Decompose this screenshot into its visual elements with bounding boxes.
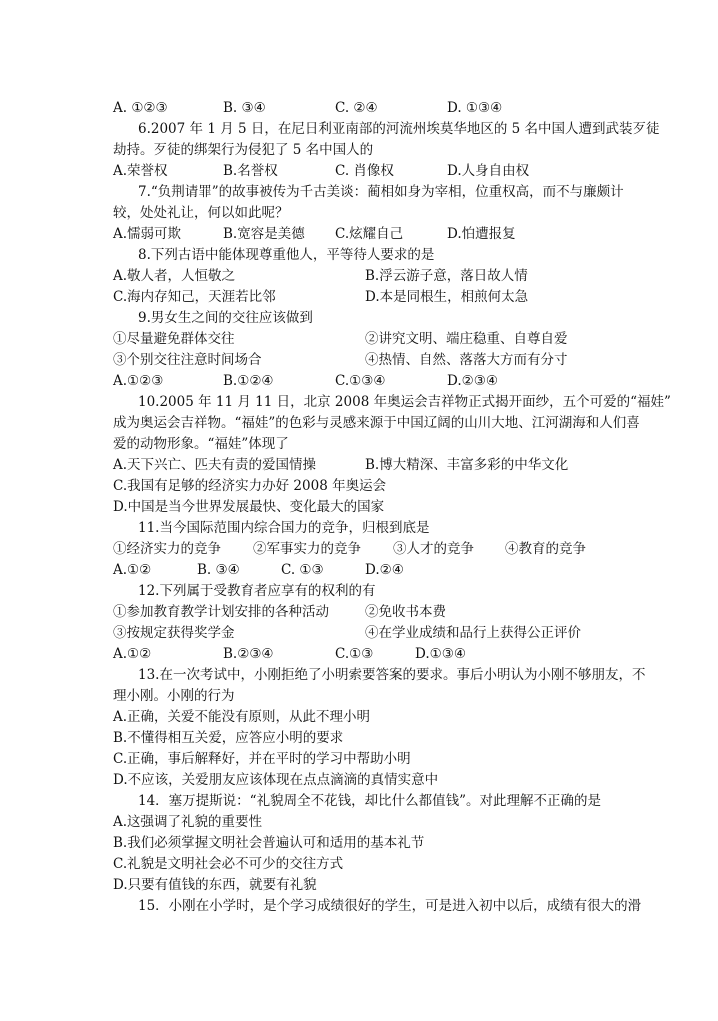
q6-stem-line2: 劫持。歹徒的绑架行为侵犯了 5 名中国人的: [113, 142, 374, 158]
q6-stem-line1: 6.2007 年 1 月 5 日，在尼日利亚南部的河流州埃莫华地区的 5 名中国人遭到武装歹徒: [138, 121, 660, 137]
q7-stem-line2: 较，处处礼让，何以如此呢？: [113, 205, 289, 221]
q9-item-3: ③个别交往注意时间场合: [113, 352, 262, 368]
q6-option-d: D.人身自由权: [447, 163, 530, 179]
q10-options-row1: [113, 455, 673, 475]
q11-option-b: B. ③④: [197, 562, 240, 578]
q12-options: [113, 644, 673, 664]
q12-option-b: B.②③④: [223, 646, 274, 662]
q8-options-row2: [113, 287, 673, 307]
q13-stem-line2: 理小刚。小刚的行为: [113, 688, 235, 704]
q9-option-d: D.②③④: [447, 373, 498, 389]
q10-option-b: B.博大精深、丰富多彩的中华文化: [365, 457, 569, 473]
q6-options: [113, 161, 673, 181]
q8-option-c: C.海内存知己，天涯若比邻: [113, 289, 276, 305]
q9-item-4: ④热情、自然、落落大方而有分寸: [365, 352, 568, 368]
q9-items-row2: [113, 350, 673, 370]
q7-stem-line1: 7.“负荆请罪”的故事被传为千古美谈：蔺相如身为宰相，位重权高，而不与廉颇计: [138, 184, 624, 200]
q9-option-b: B.①②④: [223, 373, 274, 389]
q10-option-a: A.天下兴亡、匹夫有责的爱国情操: [113, 457, 317, 473]
q13-option-b: B.不懂得相互关爱，应答应小明的要求: [113, 730, 344, 746]
q14-option-c: C.礼貌是文明社会必不可少的交往方式: [113, 856, 344, 872]
q13-option-a: A.正确，关爱不能没有原则，从此不理小明: [113, 709, 371, 725]
q15-stem: 15．小刚在小学时，是个学习成绩很好的学生，可是进入初中以后，成绩有很大的滑: [138, 898, 642, 914]
q9-option-c: C.①③④: [335, 373, 386, 389]
q13-option-c: C.正确，事后解释好，并在平时的学习中帮助小明: [113, 751, 411, 767]
q12-item-3: ③按规定获得奖学金: [113, 625, 235, 641]
q10-option-c: C.我国有足够的经济实力办好 2008 年奥运会: [113, 478, 387, 494]
q11-item-4: ④教育的竞争: [505, 541, 586, 557]
q9-options: [113, 371, 673, 391]
q9-stem: 9.男女生之间的交往应该做到: [138, 310, 313, 326]
q6-option-c: C. 肖像权: [335, 163, 394, 179]
q5-option-d: D. ①③④: [447, 100, 503, 116]
q14-stem: 14．塞万提斯说：“礼貌周全不花钱，却比什么都值钱”。对此理解不正确的是: [138, 793, 601, 809]
q11-stem: 11.当今国际范围内综合国力的竞争，归根到底是: [138, 520, 430, 536]
q8-option-d: D.本是同根生，相煎何太急: [365, 289, 529, 305]
q7-option-a: A.懦弱可欺: [113, 226, 182, 242]
q9-item-2: ②讲究文明、端庄稳重、自尊自爱: [365, 331, 568, 347]
q7-option-d: D.怕遭报复: [447, 226, 516, 242]
q12-item-4: ④在学业成绩和品行上获得公正评价: [365, 625, 581, 641]
q13-stem-line1: 13.在一次考试中，小刚拒绝了小明索要答案的要求。事后小明认为小刚不够朋友，不: [138, 667, 646, 683]
q12-option-c: C.①③: [335, 646, 374, 662]
q14-option-d: D.只要有值钱的东西，就要有礼貌: [113, 877, 317, 893]
q12-stem: 12.下列属于受教育者应享有的权利的有: [138, 583, 376, 599]
q11-item-2: ②军事实力的竞争: [253, 541, 361, 557]
q6-option-b: B.名誉权: [223, 163, 278, 179]
q11-option-d: D.②④: [365, 562, 404, 578]
q5-options: [113, 98, 673, 118]
q5-option-c: C. ②④: [335, 100, 378, 116]
q11-options: [113, 560, 673, 580]
q8-options-row1: [113, 266, 673, 286]
q11-item-1: ①经济实力的竞争: [113, 541, 221, 557]
q8-option-a: A.敬人者，人恒敬之: [113, 268, 236, 284]
q9-item-1: ①尽量避免群体交往: [113, 331, 235, 347]
q13-option-d: D.不应该，关爱朋友应该体现在点点滴滴的真情实意中: [113, 772, 439, 788]
q12-items-row1: [113, 602, 673, 622]
q8-stem: 8.下列古语中能体现尊重他人，平等待人要求的是: [138, 247, 435, 263]
q5-option-b: B. ③④: [223, 100, 266, 116]
q10-stem-line3: 爱的动物形象。“福娃”体现了: [113, 436, 289, 452]
q12-item-1: ①参加教育教学计划安排的各种活动: [113, 604, 329, 620]
q11-item-3: ③人才的竞争: [393, 541, 474, 557]
q12-option-a: A.①②: [113, 646, 152, 662]
q8-option-b: B.浮云游子意，落日故人情: [365, 268, 528, 284]
q10-stem-line1: 10.2005 年 11 月 11 日，北京 2008 年奥运会吉祥物正式揭开面纱，五个可爱的“福娃”: [138, 394, 671, 410]
q7-option-b: B.宽容是美德: [223, 226, 305, 242]
q11-option-a: A.①②: [113, 562, 152, 578]
q10-option-d: D.中国是当今世界发展最快、变化最大的国家: [113, 499, 385, 515]
q11-items: [113, 539, 673, 559]
q14-option-b: B.我们必须掌握文明社会普遍认可和适用的基本礼节: [113, 835, 425, 851]
q5-option-a: A. ①②③: [113, 100, 168, 116]
q7-options: [113, 224, 673, 244]
q14-option-a: A.这强调了礼貌的重要性: [113, 814, 263, 830]
q6-option-a: A.荣誉权: [113, 163, 168, 179]
q12-items-row2: [113, 623, 673, 643]
q11-option-c: C. ①③: [281, 562, 324, 578]
q9-option-a: A.①②③: [113, 373, 164, 389]
q10-stem-line2: 成为奥运会吉祥物。“福娃”的色彩与灵感来源于中国辽阔的山川大地、江河湖海和人们喜: [113, 415, 640, 431]
q7-option-c: C.炫耀自己: [335, 226, 404, 242]
q12-option-d: D.①③④: [415, 646, 466, 662]
q12-item-2: ②免收书本费: [365, 604, 446, 620]
q9-items-row1: [113, 329, 673, 349]
